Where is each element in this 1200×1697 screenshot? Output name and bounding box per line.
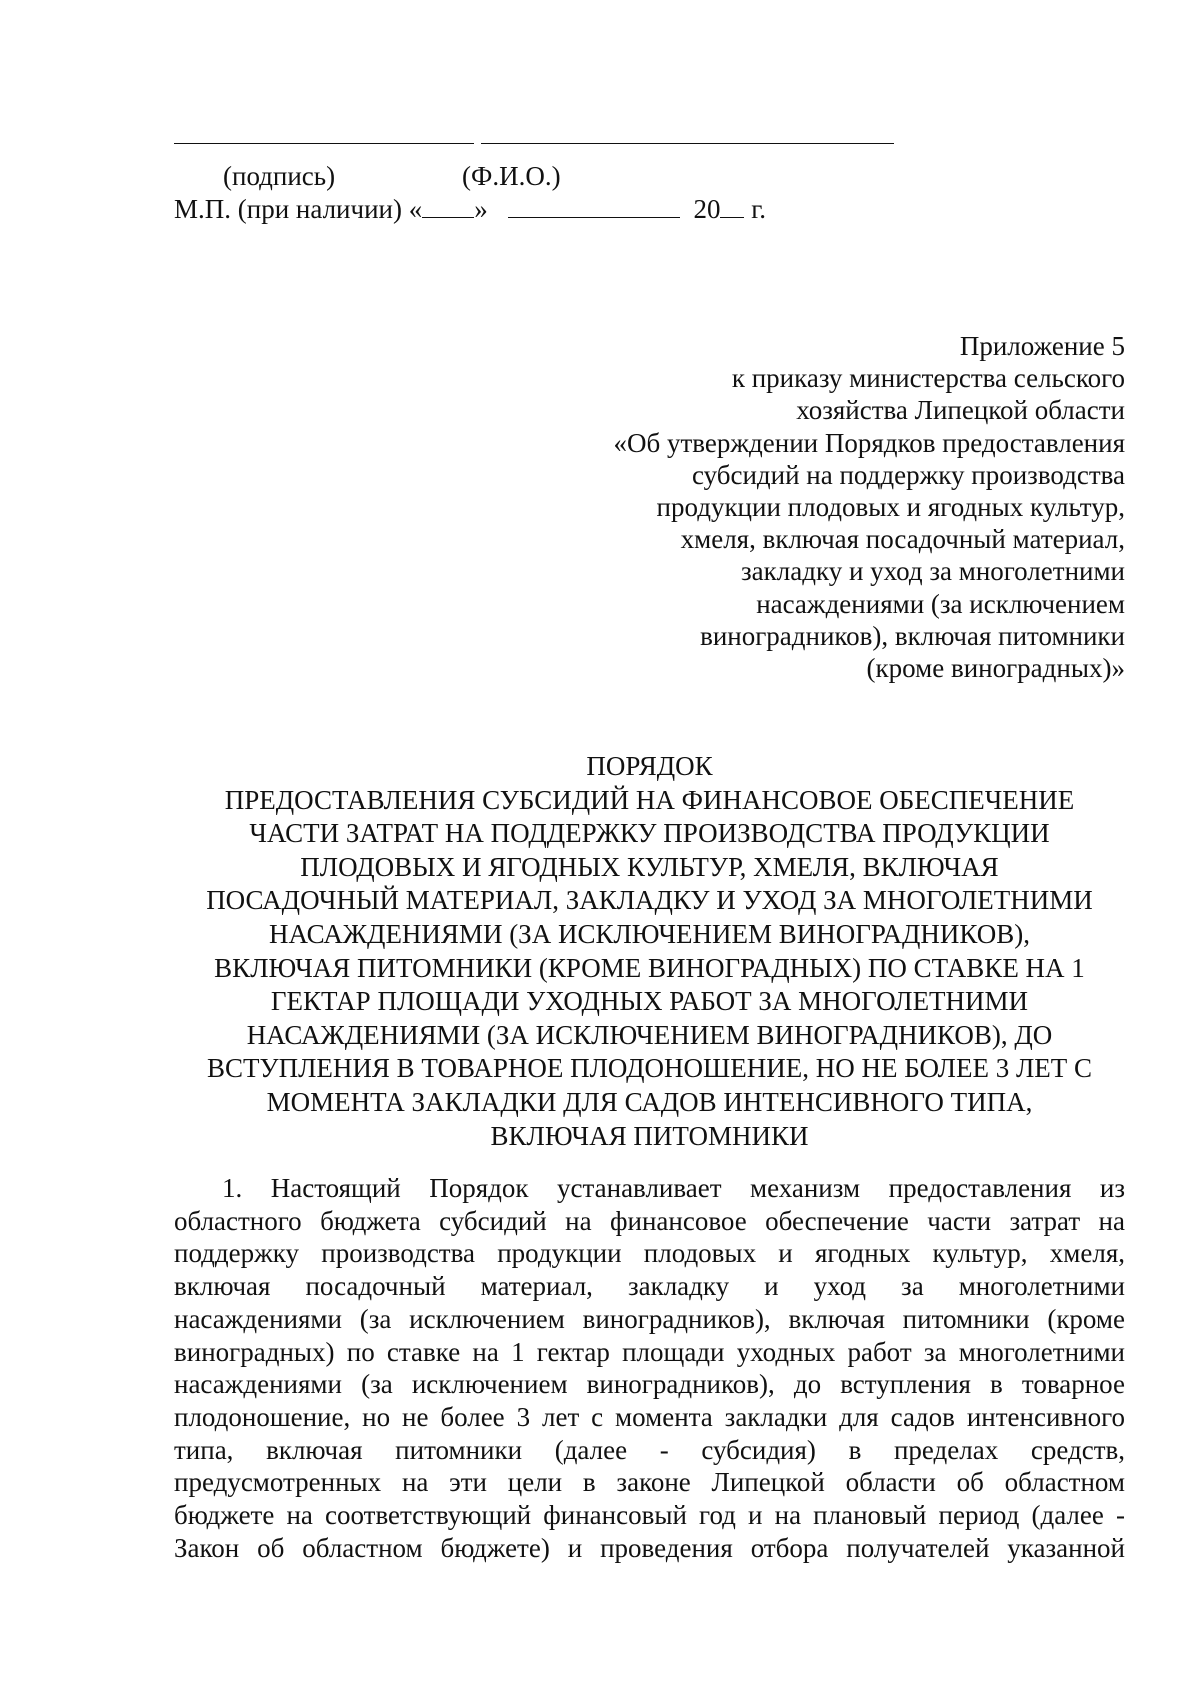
annex-line: продукции плодовых и ягодных культур, [656, 492, 1125, 523]
quote-close: » [474, 194, 488, 224]
title-line: ВСТУПЛЕНИЯ В ТОВАРНОЕ ПЛОДОНОШЕНИЕ, НО НЕ БОЛЕЕ 3 ЛЕТ С [206, 1053, 1093, 1084]
day-blank [422, 195, 474, 218]
fio-caption: (Ф.И.О.) [462, 161, 561, 191]
annex-line: к приказу министерства сельского [731, 363, 1125, 394]
signature-lines [174, 143, 894, 145]
title-line: ПОРЯДОК [586, 751, 713, 781]
annex-line: хозяйства Липецкой области [796, 395, 1125, 426]
annex-line: (кроме виноградных)» [866, 653, 1125, 684]
title-line: ЧАСТИ ЗАТРАТ НА ПОДДЕРЖКУ ПРОИЗВОДСТВА ПРОДУКЦИИ [249, 818, 1050, 849]
seal-label: М.П. (при наличии) « [174, 194, 423, 224]
title-line: ВКЛЮЧАЯ ПИТОМНИКИ (КРОМЕ ВИНОГРАДНЫХ) ПО СТАВКЕ НА 1 [214, 952, 1085, 983]
signature-line [174, 143, 474, 144]
annex-line: Приложение 5 [959, 331, 1125, 361]
body-line: областного бюджета субсидий на финансовое обеспечение части затрат на [174, 1205, 1125, 1236]
year-suffix: г. [751, 194, 766, 224]
body-line: 1. Настоящий Порядок устанавливает механизм предоставления из [222, 1173, 1125, 1203]
annex-line: виноградников), включая питомники [700, 620, 1125, 651]
annex-line: насаждениями (за исключением [756, 588, 1125, 619]
title-line: ПЛОДОВЫХ И ЯГОДНЫХ КУЛЬТУР, ХМЕЛЯ, ВКЛЮЧАЯ [300, 851, 999, 882]
title-line: ПОСАДОЧНЫЙ МАТЕРИАЛ, ЗАКЛАДКУ И УХОД ЗА МНОГОЛЕТНИМИ [206, 885, 1093, 916]
signature-caption: (подпись) [223, 161, 336, 191]
body-line: включая посадочный материал, закладку и уход за многолетними [174, 1271, 1125, 1302]
annex-block [565, 330, 1125, 684]
title-line: ГЕКТАР ПЛОЩАДИ УХОДНЫХ РАБОТ ЗА МНОГОЛЕТНИМИ [270, 986, 1029, 1017]
title-line: НАСАЖДЕНИЯМИ (ЗА ИСКЛЮЧЕНИЕМ ВИНОГРАДНИКОВ), ДО [246, 1019, 1053, 1050]
title-line: ПРЕДОСТАВЛЕНИЯ СУБСИДИЙ НА ФИНАНСОВОЕ ОБЕСПЕЧЕНИЕ [224, 784, 1075, 815]
body-line: Закон об областном бюджете) и проведения отбора получателей указанной [174, 1532, 1125, 1563]
annex-line: закладку и уход за многолетними [741, 556, 1125, 587]
body-line: плодоношение, но не более 3 лет с момента закладки для садов интенсивного [174, 1401, 1125, 1432]
year-blank [720, 195, 744, 218]
body-line: бюджете на соответствующий финансовый год и на плановый период (далее - [174, 1500, 1125, 1531]
seal-date-line [174, 193, 766, 225]
body-line: виноградных) по ставке на 1 гектар площади уходных работ за многолетними [174, 1336, 1125, 1367]
body-paragraph [174, 1172, 1125, 1564]
annex-line: хмеля, включая посадочный материал, [680, 524, 1125, 555]
body-line: предусмотренных на эти цели в законе Липецкой области об областном [174, 1467, 1125, 1498]
title-line: ВКЛЮЧАЯ ПИТОМНИКИ [490, 1120, 809, 1151]
body-line: поддержку производства продукции плодовых и ягодных культур, хмеля, [174, 1238, 1125, 1269]
body-line: насаждениями (за исключением виноградников), включая питомники (кроме [174, 1303, 1125, 1334]
title-line: НАСАЖДЕНИЯМИ (ЗА ИСКЛЮЧЕНИЕМ ВИНОГРАДНИКОВ), [269, 918, 1030, 949]
title-line: МОМЕНТА ЗАКЛАДКИ ДЛЯ САДОВ ИНТЕНСИВНОГО ТИПА, [266, 1086, 1033, 1117]
year-prefix: 20 [693, 194, 721, 224]
annex-line: «Об утверждении Порядков предоставления [613, 427, 1125, 458]
document-title [174, 750, 1125, 1153]
month-blank [508, 195, 680, 218]
body-line: типа, включая питомники (далее - субсидия) в пределах средств, [174, 1434, 1125, 1465]
annex-line: субсидий на поддержку производства [691, 459, 1125, 490]
fio-line [481, 143, 894, 144]
body-line: насаждениями (за исключением виноградников), до вступления в товарное [174, 1369, 1125, 1400]
